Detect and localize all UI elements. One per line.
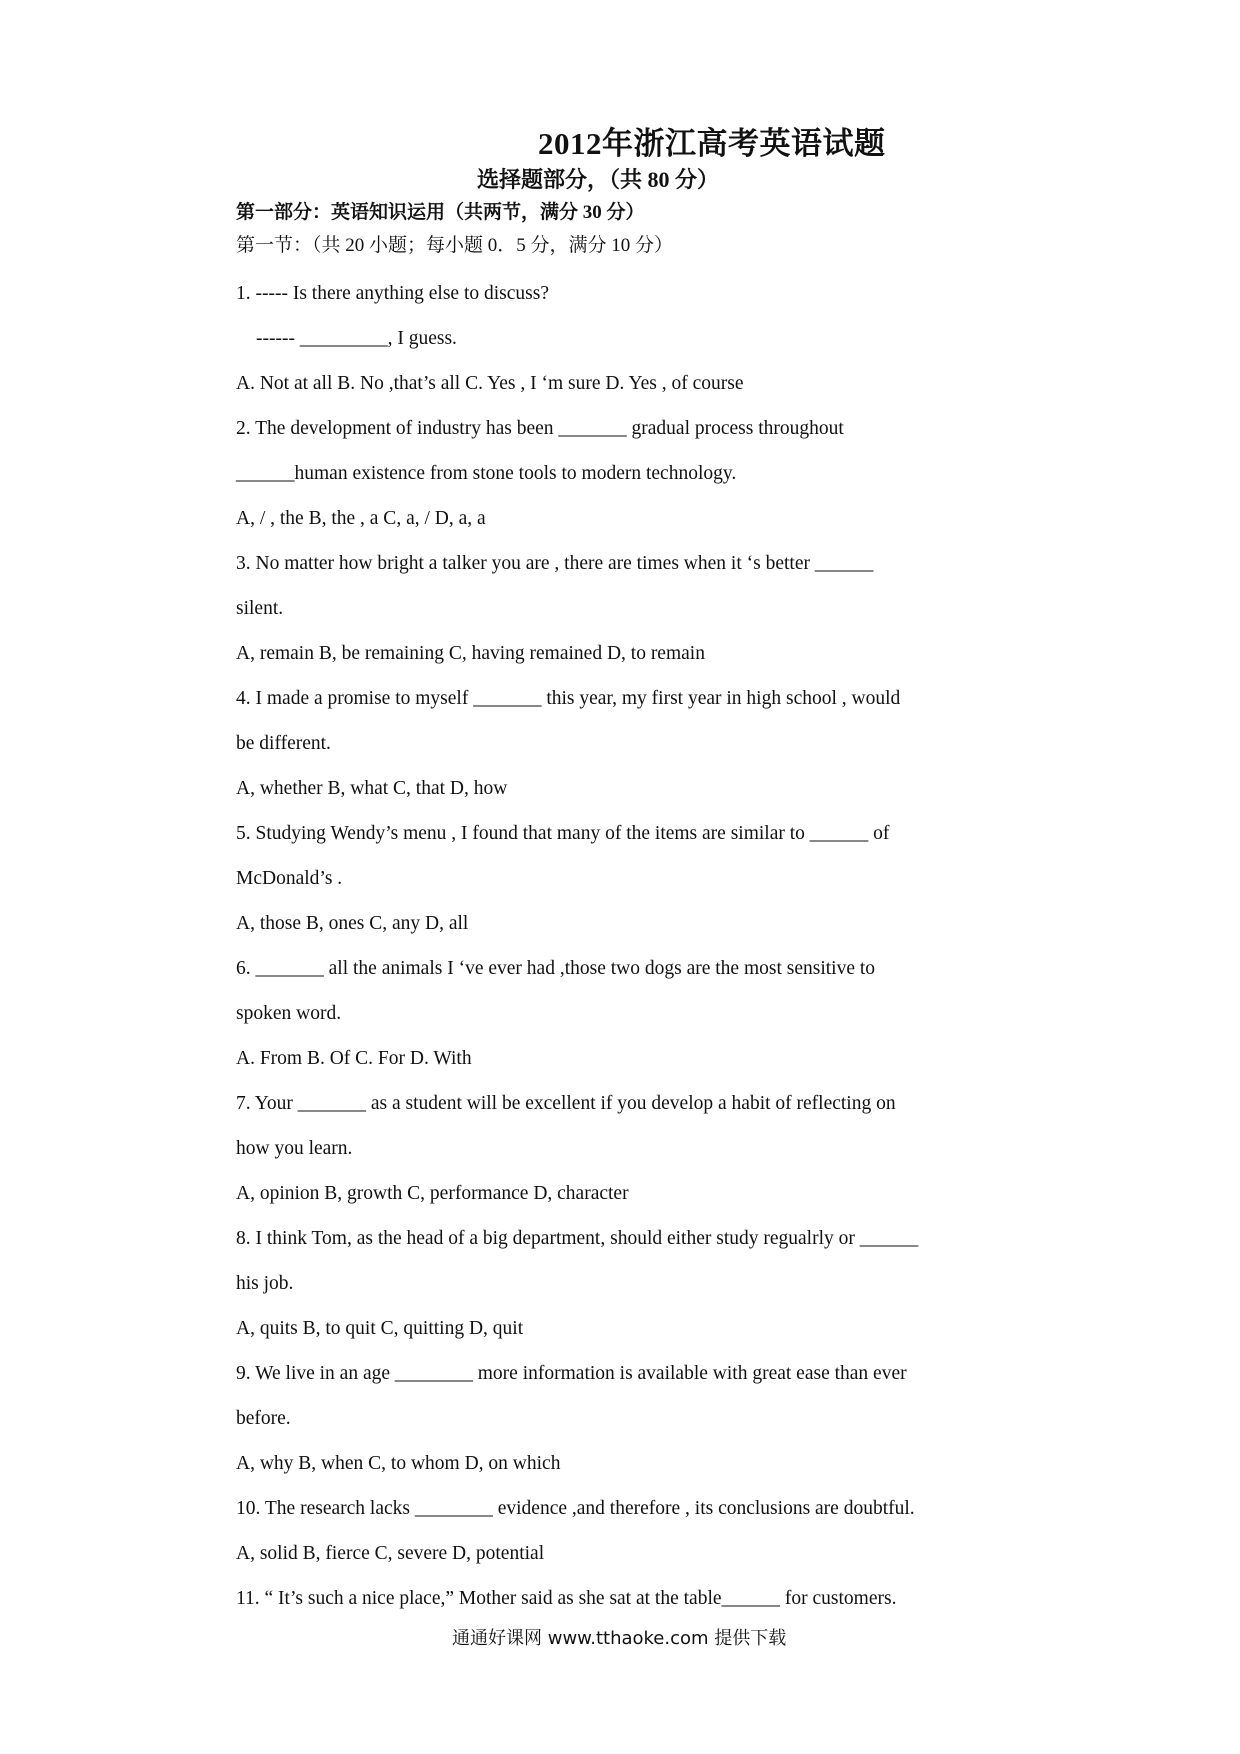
question-line: his job. xyxy=(236,1273,294,1294)
question-line: 6. _______ all the animals I ‘ve ever had ,those two dogs are the most sensitive to xyxy=(236,958,876,979)
options-line: A. Not at all B. No ,that’s all C. Yes , I ‘m sure D. Yes , of course xyxy=(236,373,744,394)
question-line: 2. The development of industry has been _______ gradual process throughout xyxy=(236,418,844,439)
part-heading: 第一部分：英语知识运用（共两节，满分 30 分） xyxy=(236,202,645,223)
page-footer: 通通好课网 www.tthaoke.com 提供下载 xyxy=(452,1628,787,1649)
exam-title: 2012年浙江高考英语试题 xyxy=(538,126,886,161)
question-line: 9. We live in an age ________ more information is available with great ease than ever xyxy=(236,1363,907,1384)
question-line: 7. Your _______ as a student will be excellent if you develop a habit of reflecting on xyxy=(236,1093,896,1114)
question-line: 4. I made a promise to myself _______ this year, my first year in high school , would xyxy=(236,688,901,709)
options-line: A, solid B, fierce C, severe D, potential xyxy=(236,1543,545,1564)
question-line: be different. xyxy=(236,733,331,754)
question-line: before. xyxy=(236,1408,291,1429)
question-line: 8. I think Tom, as the head of a big department, should either study regualrly or ______ xyxy=(236,1228,919,1249)
exam-subtitle: 选择题部分，（共 80 分） xyxy=(477,167,720,192)
question-line: spoken word. xyxy=(236,1003,342,1024)
question-line: ______human existence from stone tools to modern technology. xyxy=(236,463,737,484)
section-heading: 第一节：（共 20 小题；每小题 0．5 分，满分 10 分） xyxy=(236,235,674,256)
question-line: 3. No matter how bright a talker you are , there are times when it ‘s better ______ xyxy=(236,553,874,574)
question-line: 5. Studying Wendy’s menu , I found that many of the items are similar to ______ of xyxy=(236,823,890,844)
options-line: A, / , the B, the , a C, a, / D, a, a xyxy=(236,508,486,529)
options-line: A, those B, ones C, any D, all xyxy=(236,913,469,934)
question-line: 1. ----- Is there anything else to discuss? xyxy=(236,283,549,304)
question-line: ------ _________, I guess. xyxy=(256,328,457,349)
question-list xyxy=(236,279,1016,1629)
question-line: how you learn. xyxy=(236,1138,353,1159)
question-line: silent. xyxy=(236,598,284,619)
options-line: A, remain B, be remaining C, having remained D, to remain xyxy=(236,643,705,664)
question-line: 11. “ It’s such a nice place,” Mother said as she sat at the table______ for customers. xyxy=(236,1588,897,1609)
options-line: A, why B, when C, to whom D, on which xyxy=(236,1453,561,1474)
options-line: A, quits B, to quit C, quitting D, quit xyxy=(236,1318,524,1339)
question-line: 10. The research lacks ________ evidence ,and therefore , its conclusions are doubtful. xyxy=(236,1498,915,1519)
question-line: McDonald’s . xyxy=(236,868,343,889)
options-line: A, opinion B, growth C, performance D, character xyxy=(236,1183,629,1204)
options-line: A. From B. Of C. For D. With xyxy=(236,1048,472,1069)
options-line: A, whether B, what C, that D, how xyxy=(236,778,508,799)
